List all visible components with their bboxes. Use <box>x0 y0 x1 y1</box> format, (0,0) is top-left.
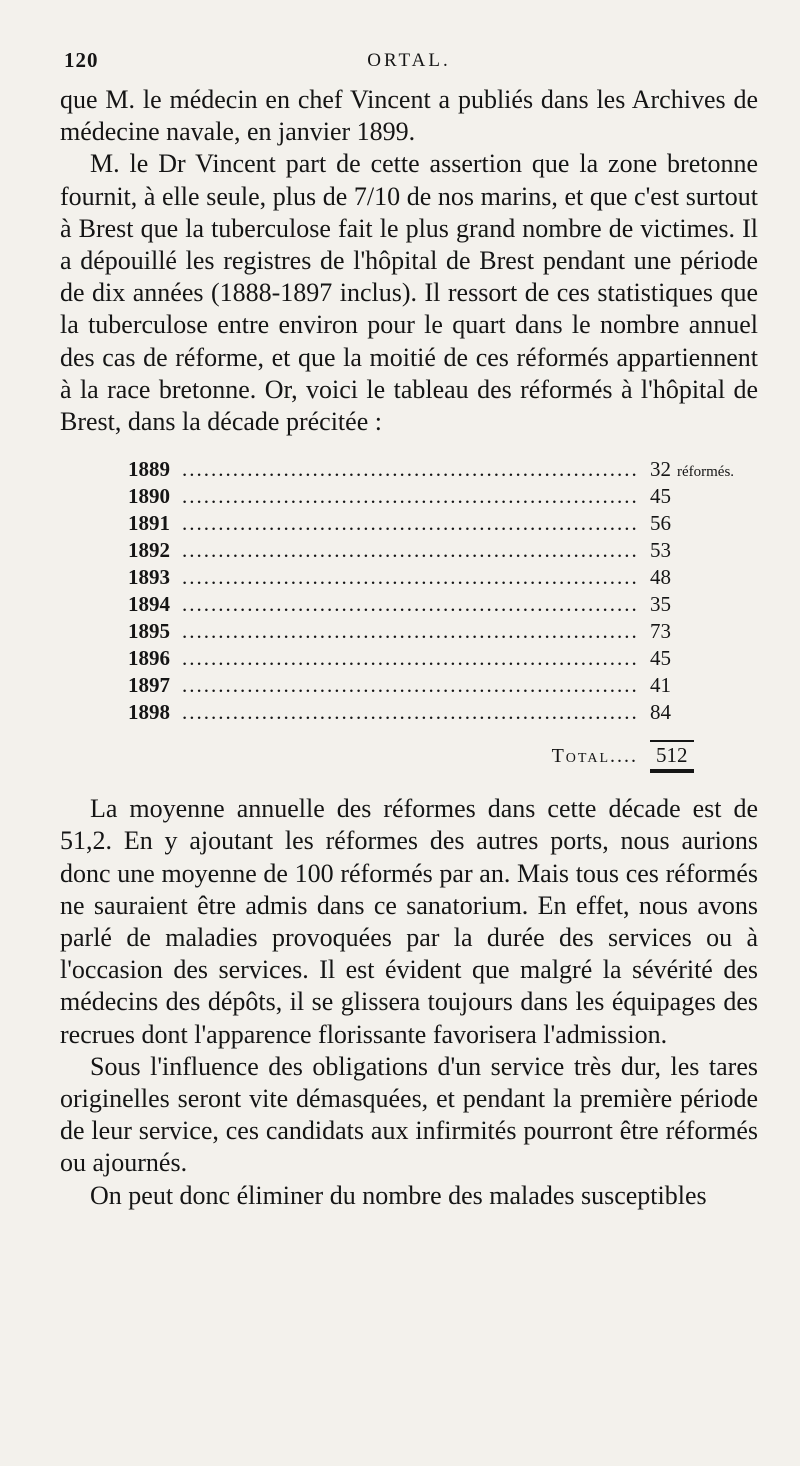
table-year: 1889 <box>128 457 170 482</box>
dot-leader <box>182 591 638 618</box>
table-value: 45 <box>650 646 671 671</box>
dot-leader <box>182 672 638 699</box>
table-value: 84 <box>650 700 671 725</box>
paragraph: que M. le médecin en chef Vincent a publiés dans les Archives de médecine navale, en janvier 1899. <box>60 85 758 147</box>
paragraph: La moyenne annuelle des réformes dans cette décade est de 51,2. En y ajoutant les réformes des autres ports, nous aurions donc une moyenne de 100 réformés par an. Mais tous ces réformés ne sauraient être admis dans ce sanatorium. En effet, nous avons parlé de maladies provoquées par la durée des services ou à l'occasion des services. Il est évident que malgré la sévérité des médecins des dépôts, il se glissera toujours dans les équipages des recrues dont l'apparence florissante favorisera l'admission. <box>60 794 758 1049</box>
running-title: ORTAL. <box>367 50 451 71</box>
dot-leader <box>182 564 638 591</box>
table-value: 32 réformés. <box>650 457 735 482</box>
table-year: 1896 <box>128 646 170 671</box>
dot-leader <box>182 483 638 510</box>
table-row <box>128 645 758 672</box>
table-value: 73 <box>650 619 671 644</box>
table-year: 1890 <box>128 484 170 509</box>
table-row <box>128 537 758 564</box>
total-label: Total.... <box>551 745 638 768</box>
table-row <box>128 456 758 483</box>
dot-leader <box>182 645 638 672</box>
total-value: 512 <box>650 740 758 773</box>
table-total-row <box>128 740 758 773</box>
table-row <box>128 510 758 537</box>
table-year: 1898 <box>128 700 170 725</box>
body-text-after <box>60 793 758 1212</box>
page-number: 120 <box>64 48 99 72</box>
running-head <box>60 44 758 84</box>
table-value: 41 <box>650 673 671 698</box>
table-value: 56 <box>650 511 671 536</box>
table-year: 1895 <box>128 619 170 644</box>
table-year: 1892 <box>128 538 170 563</box>
table-year: 1894 <box>128 592 170 617</box>
table-year: 1891 <box>128 511 170 536</box>
dot-leader <box>182 510 638 537</box>
table-row <box>128 483 758 510</box>
table-value: 45 <box>650 484 671 509</box>
dot-leader <box>182 456 638 483</box>
table-value: 48 <box>650 565 671 590</box>
table-row <box>128 564 758 591</box>
table-unit: réformés. <box>677 464 735 481</box>
paragraph: On peut donc éliminer du nombre des malades susceptibles <box>90 1180 707 1210</box>
paragraph: M. le Dr Vincent part de cette assertion que la zone bretonne fournit, à elle seule, plus de 7/10 de nos marins, et que c'est surtout à Brest que la tuberculose fait le plus grand nombre de victimes. Il a dépouillé les registres de l'hôpital de Brest pendant une période de dix années (1888-1897 inclus). Il ressort de ces statistiques que la tuberculose entre environ pour le quart dans le nombre annuel des cas de réforme, et que la moitié de ces réformés appartiennent à la race bretonne. Or, voici le tableau des réformés à l'hôpital de Brest, dans la décade précitée : <box>60 149 758 437</box>
table-value: 53 <box>650 538 671 563</box>
dot-leader <box>182 699 638 726</box>
table-year: 1897 <box>128 673 170 698</box>
table-value: 35 <box>650 592 671 617</box>
paragraph: Sous l'influence des obligations d'un service très dur, les tares originelles seront vite démasquées, et pendant la première période de leur service, ces candidats aux infirmités pourront être réformés ou ajournés. <box>60 1051 758 1178</box>
table-row <box>128 591 758 618</box>
dot-leader <box>182 618 638 645</box>
dot-leader <box>182 537 638 564</box>
table-year: 1893 <box>128 565 170 590</box>
table-row <box>128 699 758 726</box>
table-row <box>128 672 758 699</box>
body-text-before <box>60 84 758 438</box>
table-row <box>128 618 758 645</box>
reformes-table <box>128 456 758 773</box>
